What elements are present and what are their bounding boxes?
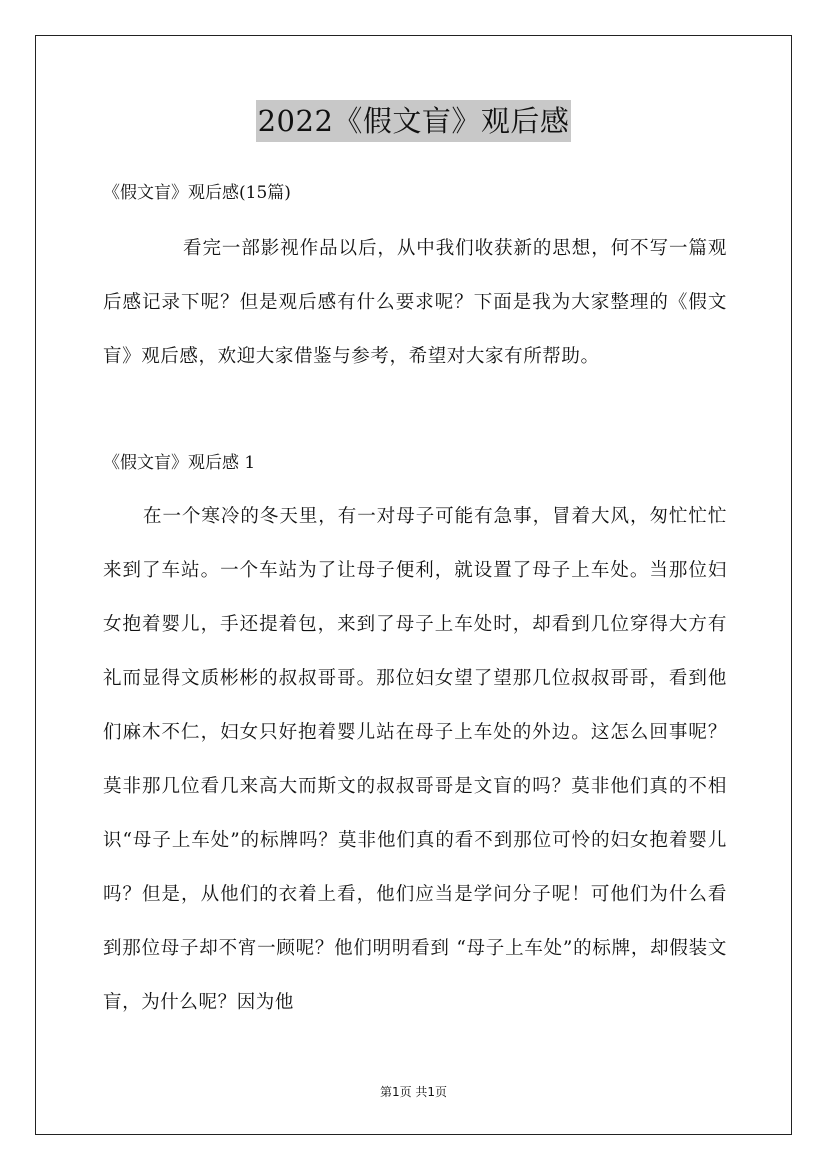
intro-paragraph: 看完一部影视作品以后，从中我们收获新的思想，何不写一篇观后感记录下呢？但是观后感有什么要求呢？下面是我为大家整理的《假文盲》观后感，欢迎大家借鉴与参考，希望对大家有所帮助。 — [103, 238, 727, 367]
document-body — [103, 168, 727, 1030]
document-title: 2022《假文盲》观后感 — [256, 100, 572, 142]
section-heading: 《假文盲》观后感 1 — [103, 453, 256, 473]
title-container — [0, 100, 827, 142]
page-footer: 第1页 共1页 — [379, 1085, 448, 1099]
document-subtitle: 《假文盲》观后感(15篇) — [103, 183, 291, 203]
section-paragraph: 在一个寒冷的冬天里，有一对母子可能有急事，冒着大风，匆忙忙忙来到了车站。一个车站为了让母子便利，就设置了母子上车处。当那位妇女抱着婴儿，手还提着包，来到了母子上车处时，却看到几位穿得大方有礼而显得文质彬彬的叔叔哥哥。那位妇女望了望那几位叔叔哥哥，看到他们麻木不仁，妇女只好抱着婴儿站在母子上车处的外边。这怎么回事呢？莫非那几位看几来高大而斯文的叔叔哥哥是文盲的吗？莫非他们真的不相识“母子上车处”的标牌吗？莫非他们真的看不到那位可怜的妇女抱着婴儿吗？但是，从他们的衣着上看，他们应当是学问分子呢！可他们为什么看到那位母子却不宵一顾呢？他们明明看到 “母子上车处”的标牌，却假装文盲，为什么呢？因为他 — [103, 506, 727, 1013]
